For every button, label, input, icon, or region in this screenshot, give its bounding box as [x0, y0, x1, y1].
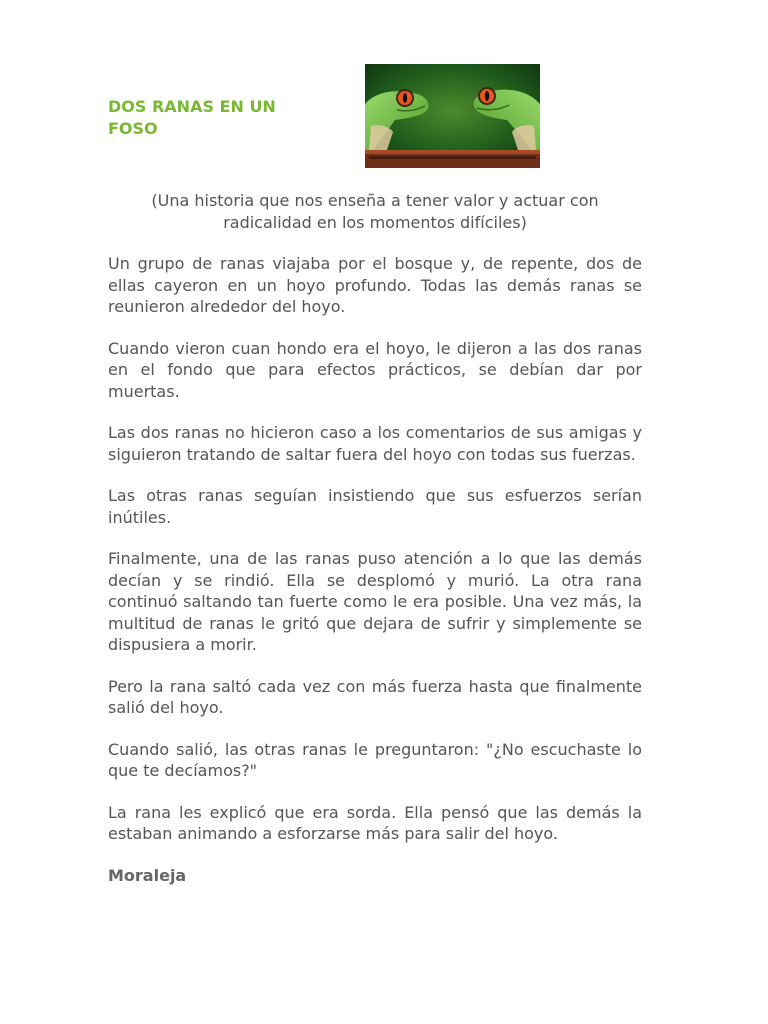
moral-heading: Moraleja	[108, 865, 187, 885]
story-paragraph: Un grupo de ranas viajaba por el bosque y, de repente, dos de ellas cayeron en un hoyo profundo. Todas las demás ranas se reunieron alrededor del hoyo.	[108, 254, 642, 316]
story-paragraph: Cuando vieron cuan hondo era el hoyo, le dijeron a las dos ranas en el fondo que para efectos prácticos, se debían dar por muertas.	[108, 338, 642, 401]
intro-subtitle: (Una historia que nos enseña a tener valor y actuar con radicalidad en los momentos difíciles)	[151, 191, 599, 232]
frogs-icon	[365, 64, 540, 168]
story-paragraph: Las dos ranas no hicieron caso a los comentarios de sus amigas y siguieron tratando de saltar fuera del hoyo con todas sus fuerzas.	[108, 423, 642, 464]
story-paragraph: Pero la rana saltó cada vez con más fuerza hasta que finalmente salió del hoyo.	[108, 676, 642, 717]
story-paragraph: Las otras ranas seguían insistiendo que sus esfuerzos serían inútiles.	[108, 486, 642, 527]
story-paragraph: Cuando salió, las otras ranas le preguntaron: "¿No escuchaste lo que te decíamos?"	[108, 739, 642, 780]
story-paragraph: La rana les explicó que era sorda. Ella pensó que las demás la estaban animando a esforzarse más para salir del hoyo.	[108, 802, 642, 843]
frogs-illustration	[365, 64, 540, 168]
story-body	[108, 253, 642, 906]
story-paragraph: Finalmente, una de las ranas puso atención a lo que las demás decían y se rindió. Ella se desplomó y murió. La otra rana continuó saltando tan fuerte como le era posible. Una vez más, la multitud de ranas le gritó que dejara de sufrir y simplemente se dispusiera a morir.	[108, 549, 642, 654]
document-title: DOS RANAS EN UN FOSO	[108, 97, 276, 138]
